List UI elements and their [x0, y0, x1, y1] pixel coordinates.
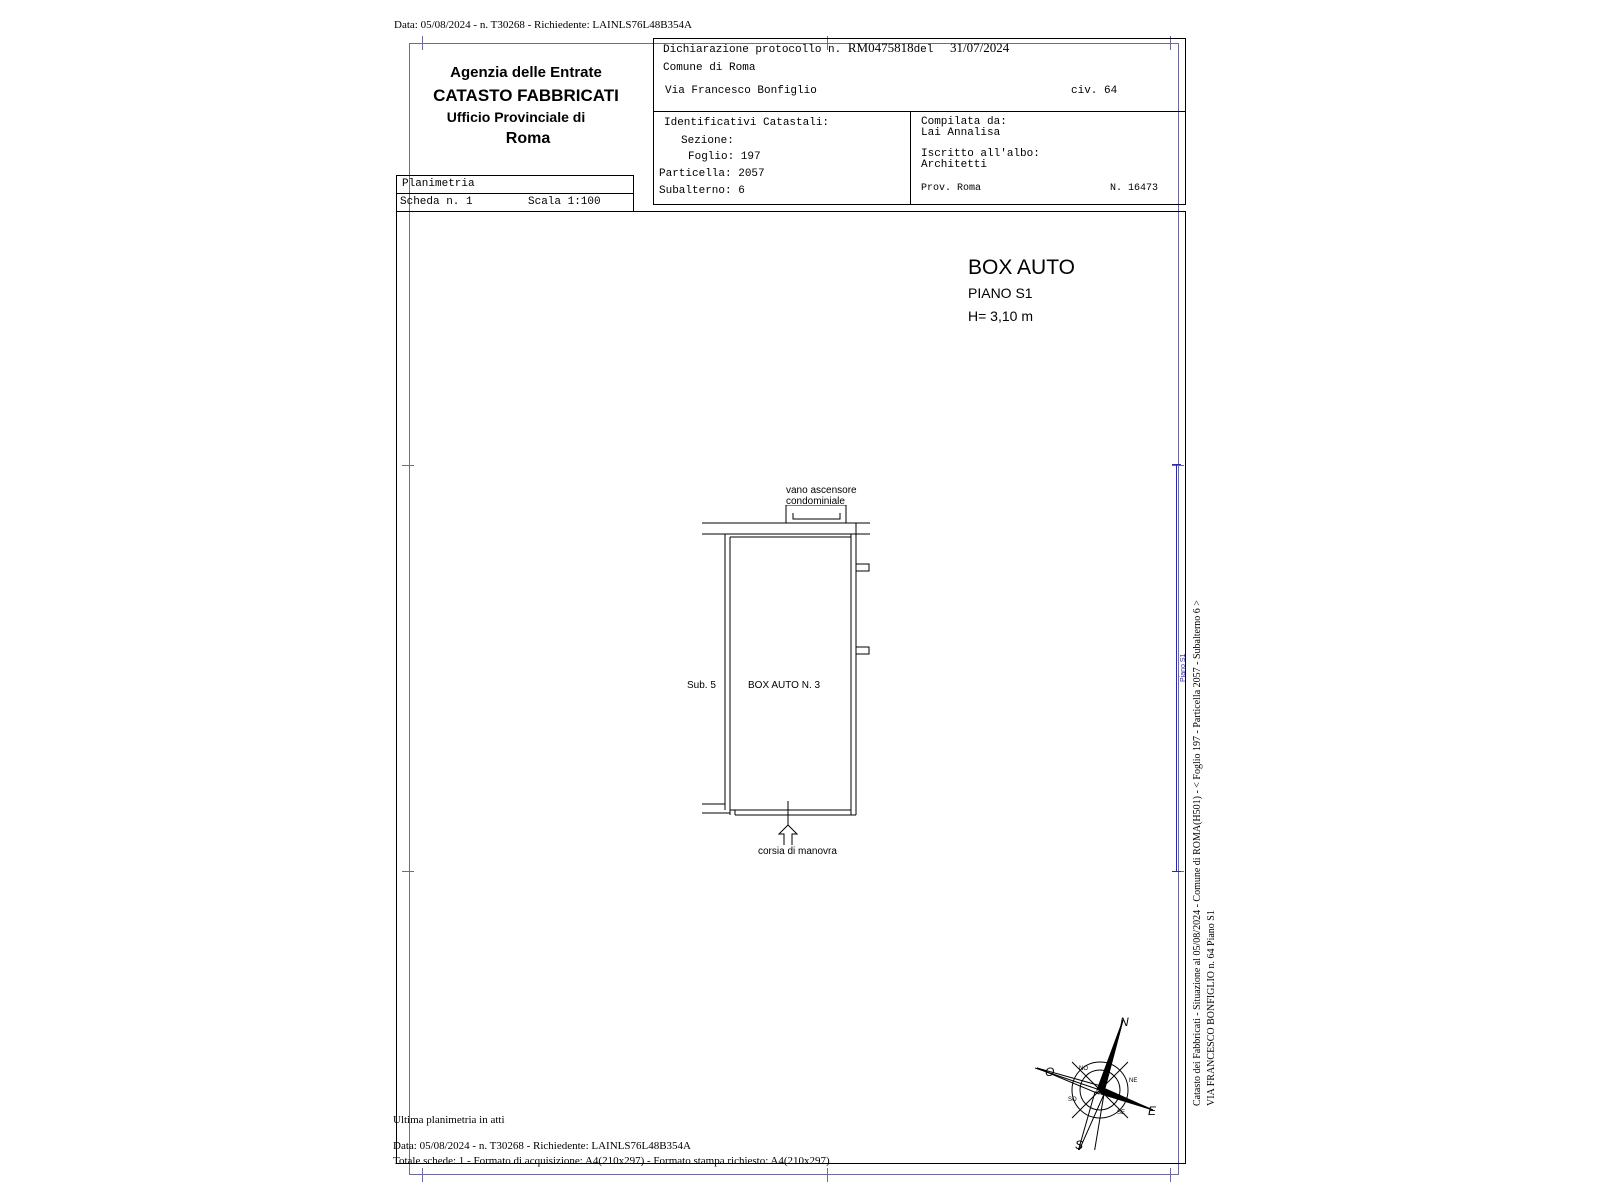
scheda-number: Scheda n. 1: [400, 196, 473, 208]
floor-extent-line: [1176, 464, 1177, 872]
entrance-arrow: [779, 825, 797, 845]
plan-height: H= 3,10 m: [968, 308, 1033, 324]
floor-extent-cap-top: [1172, 464, 1181, 465]
compiler-name: Lai Annalisa: [921, 127, 1001, 139]
subalterno: Subalterno: 6: [659, 185, 745, 197]
plan-floor: PIANO S1: [968, 285, 1033, 301]
vent-lower: [856, 647, 869, 654]
footer-totals: Totale schede: 1 - Formato di acquisizione: A4(210x297) - Formato stampa richiesto: A4(210x297): [393, 1155, 830, 1167]
declaration-date: 31/07/2024: [950, 40, 1010, 55]
vent-upper: [856, 564, 869, 571]
register-name: Architetti: [921, 159, 988, 171]
declaration-line: [663, 40, 1009, 56]
document-type: Planimetria: [402, 178, 475, 190]
declaration-label: Dichiarazione protocollo n.: [663, 44, 842, 56]
province: Prov. Roma: [921, 183, 982, 194]
floor-extent-label: Piano S1: [1180, 653, 1187, 682]
comune: Comune di Roma: [663, 62, 756, 74]
compass-northwest-label: NO: [1079, 1066, 1088, 1072]
frame-tick: [1170, 1168, 1171, 1182]
register-number: N. 16473: [1110, 183, 1159, 194]
compass-southeast-label: SE: [1117, 1110, 1126, 1116]
compass-east-label: E: [1148, 1104, 1157, 1118]
plan-title: BOX AUTO: [968, 256, 1075, 279]
office-city: Roma: [505, 130, 551, 147]
last-plan-note: Ultima planimetria in atti: [393, 1114, 505, 1126]
side-cadastral-reference: Catasto dei Fabbricati - Situazione al 05/08/2024 - Comune di ROMA(H501) - < Foglio 197 - Particella 2057 - Subalterno 6 >: [1192, 600, 1203, 1106]
frame-tick: [827, 1168, 828, 1182]
floor-extent-cap-bottom: [1172, 871, 1181, 872]
top-request-stamp: Data: 05/08/2024 - n. T30268 - Richiedente: LAINLS76L48B354A: [394, 19, 692, 31]
compiled-by-label: Compilata da:: [921, 116, 1007, 128]
room-label: BOX AUTO N. 3: [748, 680, 821, 691]
lift-label-line-1: vano ascensore: [786, 485, 857, 496]
agency-name: Agenzia delle Entrate: [450, 64, 602, 81]
lift-shaft: [786, 505, 846, 523]
office-label: Ufficio Provinciale di: [446, 109, 586, 125]
floor-plan-drawing: [690, 505, 890, 845]
frame-tick: [422, 1168, 423, 1182]
compass-north-label: N: [1120, 1015, 1129, 1029]
compass-south-label: S: [1075, 1138, 1084, 1152]
compass-east-point: [1099, 1086, 1153, 1110]
civic-number: civ. 64: [1071, 85, 1118, 97]
compass-southwest-label: SO: [1068, 1097, 1077, 1103]
identifiers-title: Identificativi Catastali:: [664, 117, 830, 129]
compass-northeast-label: NE: [1129, 1078, 1138, 1084]
sub5-label: Sub. 5: [687, 680, 716, 691]
catasto-title: CATASTO FABBRICATI: [433, 86, 619, 105]
compass-west-label: O: [1045, 1065, 1055, 1079]
frame-tick: [422, 36, 423, 50]
protocol-number: RM0475818: [847, 40, 914, 55]
sheet-info-divider: [396, 193, 634, 194]
lift-label-line-2: condominiale: [786, 496, 845, 507]
sezione: Sezione:: [681, 135, 734, 147]
particella: Particella: 2057: [659, 168, 765, 180]
side-address-reference: VIA FRANCESCO BONFIGLIO n. 64 Piano S1: [1206, 910, 1217, 1106]
foglio: Foglio: 197: [688, 151, 761, 163]
lift-niche: [793, 513, 840, 519]
compass-rose: [1035, 1010, 1165, 1150]
lift-label: [786, 485, 857, 507]
footer-request-stamp: Data: 05/08/2024 - n. T30268 - Richiedente: LAINLS76L48B354A: [393, 1140, 691, 1152]
register-label: Iscritto all'albo:: [921, 148, 1040, 160]
scale: Scala 1:100: [528, 196, 601, 208]
address: Via Francesco Bonfiglio: [665, 85, 817, 97]
del-label: del: [913, 44, 934, 56]
aisle-label: corsia di manovra: [758, 846, 837, 857]
